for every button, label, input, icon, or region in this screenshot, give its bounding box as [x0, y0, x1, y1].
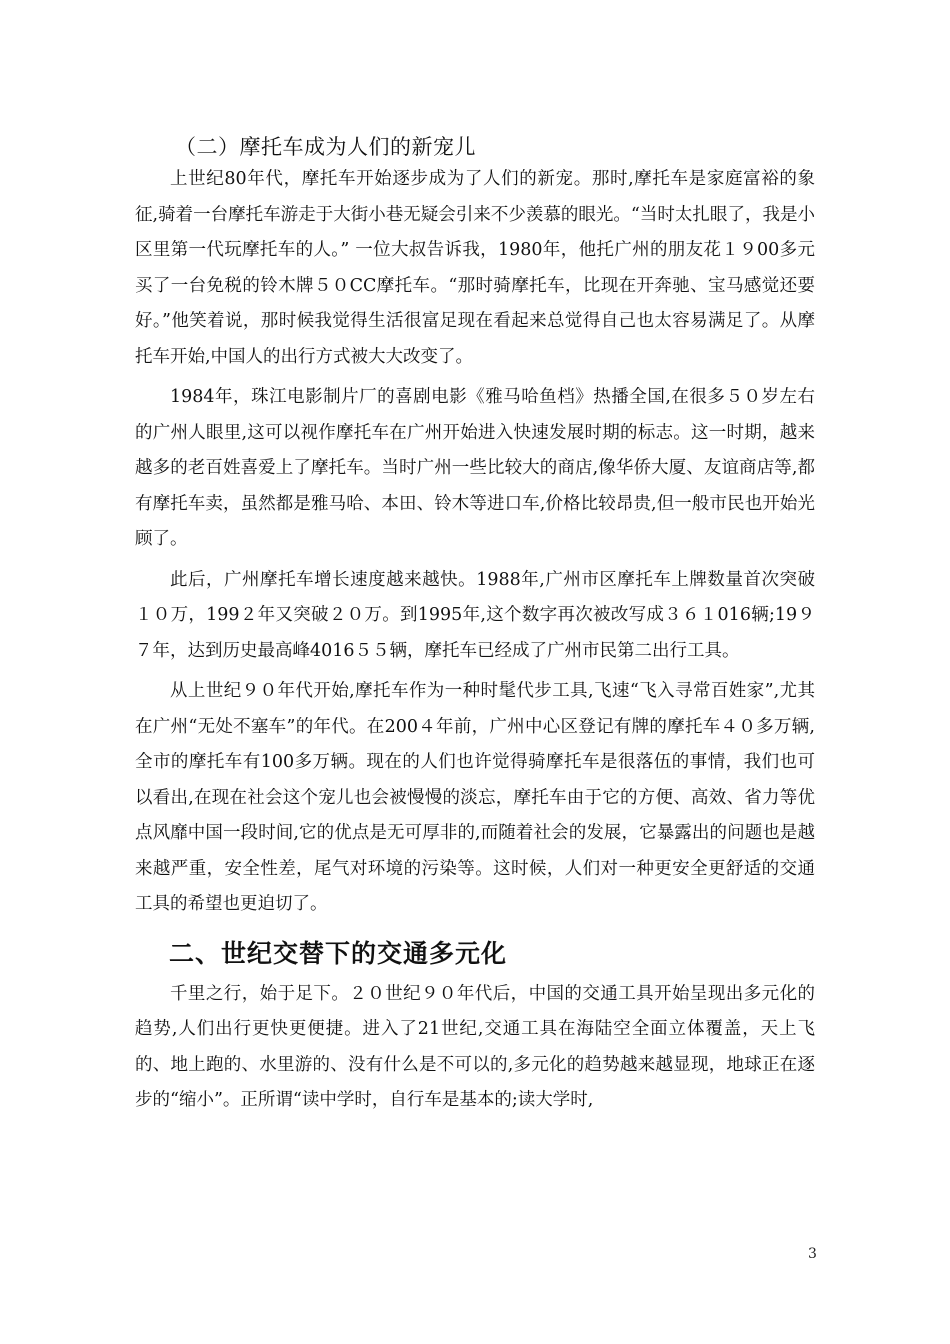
- paragraph: 千里之行，始于足下。２０世纪９０年代后，中国的交通工具开始呈现出多元化的趋势,人们出行更快更便捷。进入了21世纪,交通工具在海陆空全面立体覆盖，天上飞的、地上跑的、水里游的、没有什么是不可以的,多元化的趋势越来越显现，地球正在逐步的“缩小”。正所谓“读中学时，自行车是基本的;读大学时,: [135, 983, 815, 1110]
- section-heading: （二）摩托车成为人们的新宠儿: [175, 135, 476, 159]
- paragraph: 从上世纪９０年代开始,摩托车作为一种时髦代步工具,飞速“飞入寻常百姓家”,尤其在广州“无处不塞车”的年代。在200４年前，广州中心区登记有牌的摩托车４０多万辆,全市的摩托车有100多万辆。现在的人们也许觉得骑摩托车是很落伍的事情，我们也可以看出,在现在社会这个宠儿也会被慢慢的淡忘，摩托车由于它的方便、高效、省力等优点风靡中国一段时间,它的优点是无可厚非的,而随着社会的发展，它暴露出的问题也是越来越严重，安全性差，尾气对环境的污染等。这时候，人们对一种更安全更舒适的交通工具的希望也更迫切了。: [135, 681, 815, 914]
- paragraph: 1984年，珠江电影制片厂的喜剧电影《雅马哈鱼档》热播全国,在很多５０岁左右的广州人眼里,这可以视作摩托车在广州开始进入快速发展时期的标志。这一时期，越来越多的老百姓喜爱上了摩托车。当时广州一些比较大的商店,像华侨大厦、友谊商店等,都有摩托车卖，虽然都是雅马哈、本田、铃木等进口车,价格比较昂贵,但一般市民也开始光顾了。: [135, 387, 815, 549]
- paragraph: 上世纪80年代，摩托车开始逐步成为了人们的新宠。那时,摩托车是家庭富裕的象征,骑着一台摩托车游走于大街小巷无疑会引来不少羡慕的眼光。“当时太扎眼了，我是小区里第一代玩摩托车的人。” 一位大叔告诉我，1980年，他托广州的朋友花１９00多元买了一台免税的铃木牌５０CC摩托车。“那时骑摩托车，比现在开奔驰、宝马感觉还要好。”他笑着说，那时候我觉得生活很富足现在看起来总觉得自己也太容易满足了。从摩托车开始,中国人的出行方式被大大改变了。: [135, 169, 815, 367]
- document-body: [135, 132, 815, 1119]
- chapter-heading: 二、世纪交替下的交通多元化: [169, 938, 508, 968]
- paragraph: 此后，广州摩托车增长速度越来越快。1988年,广州市区摩托车上牌数量首次突破１０万，199２年又突破２０万。到1995年,这个数字再次被改写成３６１016辆;19９７年，达到历史最高峰4016５５辆，摩托车已经成了广州市民第二出行工具。: [135, 569, 815, 661]
- page-number: 3: [808, 1246, 817, 1262]
